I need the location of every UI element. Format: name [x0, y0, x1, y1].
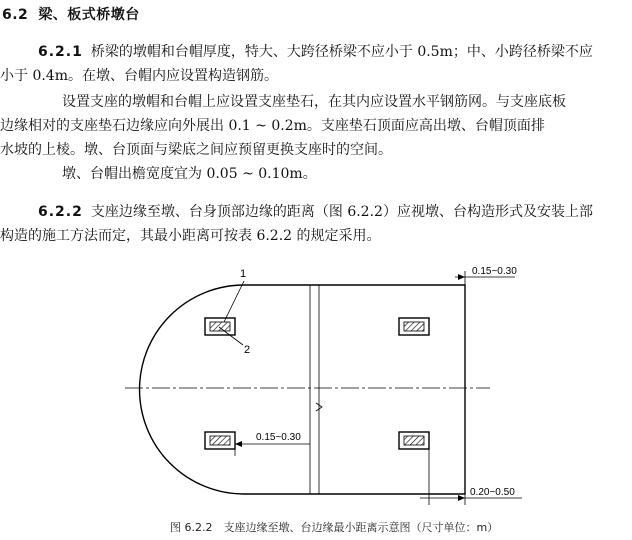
figure-caption: 图 6.2.2 支座边缘至墩、台边缘最小距离示意图（尺寸单位：m） — [170, 521, 499, 534]
clause-621-line-6 — [0, 162, 628, 186]
bearing-top-left — [205, 318, 235, 335]
clause-621-text-6: 墩、台帽出檐宽度宜为 0.05 ~ 0.10m。 — [62, 166, 317, 182]
clause-622-line-2: 构造的施工方法而定，其最小距离可按表 6.2.2 的规定采用。 — [0, 228, 381, 244]
clause-622-text-1: 支座边缘至墩、台身顶部边缘的距离（图 6.2.2）应视墩、台构造形式及安装上部 — [90, 204, 593, 220]
bearing-top-right — [399, 318, 429, 335]
clause-621-text-5: 水坡的上棱。墩、台顶面与梁底之间应预留更换支座时的空间。 — [0, 142, 392, 158]
clause-622-line-1 — [0, 200, 628, 224]
pier-outline — [140, 285, 465, 494]
label-2: 2 — [244, 344, 251, 356]
section-heading — [2, 4, 140, 24]
clause-621-text-1: 桥梁的墩帽和台帽厚度，特大、大跨径桥梁不应小于 0.5m；中、小跨径桥梁不应 — [90, 44, 593, 60]
clause-622-number: 6.2.2 — [38, 204, 83, 220]
clause-621-line-2: 小于 0.4m。在墩、台帽内应设置构造钢筋。 — [0, 68, 278, 84]
label-1: 1 — [240, 268, 247, 280]
dim-inner-label: 0.15~0.30 — [256, 432, 301, 443]
leader-1 — [224, 281, 244, 322]
clause-621-line-1 — [0, 40, 628, 64]
pier-plan-figure — [0, 255, 632, 517]
bearing-bottom-right — [399, 432, 429, 449]
section-number: 6.2 — [2, 7, 29, 23]
clause-621-number: 6.2.1 — [38, 44, 83, 60]
clause-621-line-5 — [0, 138, 628, 162]
section-title: 梁、板式桥墩台 — [38, 7, 140, 23]
clause-621-line-3 — [0, 90, 628, 114]
clause-621-line-4: 边缘相对的支座垫石边缘应向外展出 0.1 ~ 0.2m。支座垫石顶面应高出墩、台帽顶面排 — [0, 118, 545, 134]
dim-bottom-right-label: 0.20~0.50 — [470, 487, 515, 498]
clause-621-text-3: 设置支座的墩帽和台帽上应设置支座垫石，在其内应设置水平钢筋网。与支座底板 — [62, 94, 566, 110]
bearing-bottom-left — [205, 432, 235, 449]
dim-top-right-label: 0.15~0.30 — [472, 266, 517, 277]
